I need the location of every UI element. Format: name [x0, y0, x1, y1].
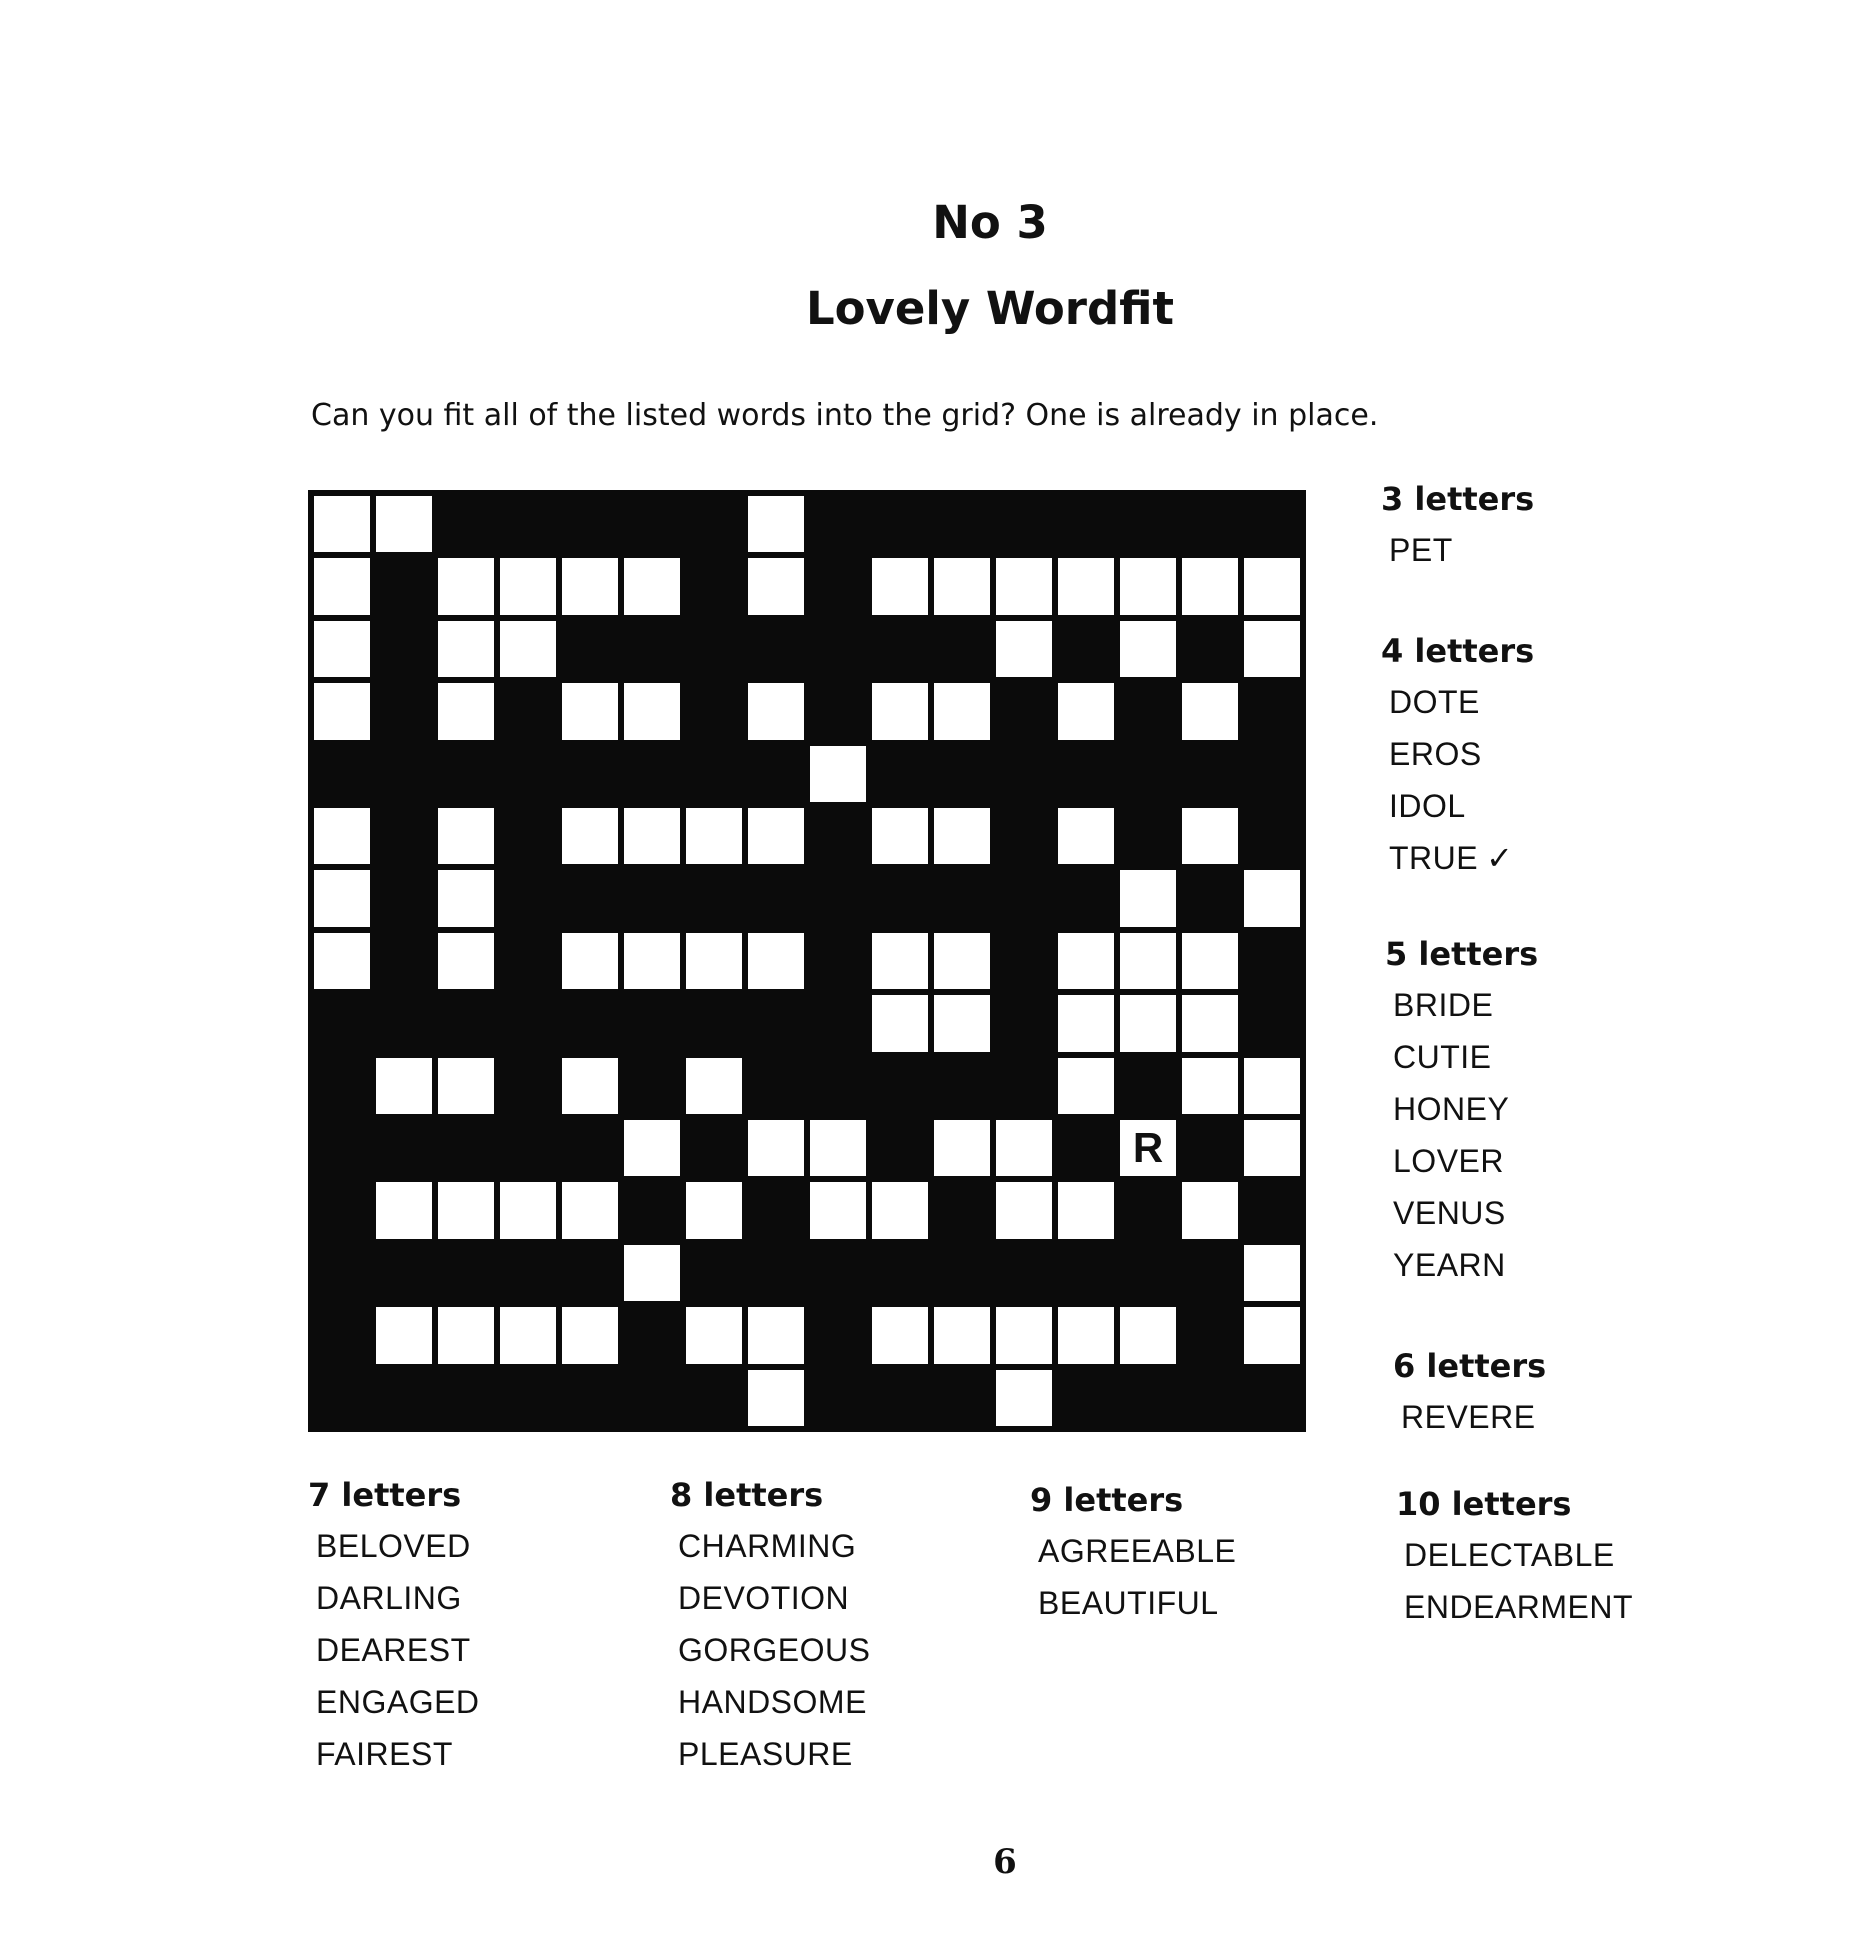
crossword-grid [308, 490, 1306, 1432]
grid-cell[interactable] [497, 618, 559, 680]
grid-cell[interactable] [745, 555, 807, 617]
grid-cell[interactable] [373, 1304, 435, 1366]
grid-cell[interactable] [1055, 1304, 1117, 1366]
grid-cell[interactable] [373, 1179, 435, 1241]
grid-cell[interactable] [1179, 680, 1241, 742]
grid-cell[interactable] [683, 930, 745, 992]
grid-cell[interactable] [931, 930, 993, 992]
word-text: VENUS [1393, 1195, 1506, 1231]
grid-cell[interactable] [869, 555, 931, 617]
grid-cell[interactable] [869, 930, 931, 992]
grid-cell[interactable] [311, 493, 373, 555]
grid-cell[interactable] [931, 555, 993, 617]
grid-cell[interactable] [1179, 930, 1241, 992]
grid-cell[interactable] [1055, 930, 1117, 992]
word-text: ENDEARMENT [1404, 1589, 1634, 1625]
word-list-item [1385, 1193, 1538, 1245]
grid-cell[interactable] [311, 555, 373, 617]
word-text: FAIREST [316, 1736, 453, 1772]
grid-cell[interactable] [993, 618, 1055, 680]
word-group-heading: 6 letters [1393, 1347, 1547, 1385]
word-text: DARLING [316, 1580, 462, 1616]
grid-cell[interactable] [1055, 992, 1117, 1054]
word-group [1396, 1485, 1633, 1639]
word-list-item [308, 1682, 480, 1734]
word-text: AGREEABLE [1038, 1533, 1237, 1569]
word-group-heading: 9 letters [1030, 1481, 1184, 1519]
word-group [1381, 480, 1534, 582]
grid-cell[interactable] [745, 493, 807, 555]
word-group-heading: 7 letters [308, 1476, 462, 1514]
grid-cell[interactable] [559, 930, 621, 992]
word-list-item [1381, 530, 1534, 582]
grid-cell[interactable] [1241, 1055, 1303, 1117]
grid-cell[interactable] [745, 1117, 807, 1179]
word-text: EROS [1389, 736, 1482, 772]
word-list-item [308, 1630, 480, 1682]
word-list-item [1385, 1245, 1538, 1297]
grid-cell[interactable] [621, 1242, 683, 1304]
grid-cell[interactable] [1055, 1055, 1117, 1117]
grid-cell[interactable] [869, 1179, 931, 1241]
grid-cell[interactable] [683, 1304, 745, 1366]
grid-cell[interactable] [621, 680, 683, 742]
grid-cell[interactable] [1179, 1179, 1241, 1241]
word-group-heading: 8 letters [670, 1476, 824, 1514]
word-group-heading: 5 letters [1385, 935, 1539, 973]
grid-cell[interactable] [1241, 618, 1303, 680]
grid-cell[interactable] [869, 1304, 931, 1366]
grid-cell[interactable] [1179, 555, 1241, 617]
grid-cell[interactable] [559, 805, 621, 867]
grid-cell[interactable] [931, 1117, 993, 1179]
word-list-item [670, 1682, 870, 1734]
grid-cell[interactable] [559, 1304, 621, 1366]
grid-cell[interactable] [621, 1117, 683, 1179]
grid-cell[interactable] [931, 992, 993, 1054]
word-list-item [670, 1734, 870, 1786]
grid-cell[interactable] [807, 1117, 869, 1179]
puzzle-title: Lovely Wordfit [805, 282, 1175, 335]
grid-cell[interactable] [559, 555, 621, 617]
grid-cell[interactable] [435, 555, 497, 617]
grid-cell[interactable] [931, 680, 993, 742]
grid-cell[interactable] [435, 618, 497, 680]
word-group-heading: 4 letters [1381, 632, 1535, 670]
grid-cell[interactable] [435, 867, 497, 929]
word-list-item [670, 1630, 870, 1682]
word-group [1030, 1481, 1236, 1635]
word-list-item [1381, 786, 1534, 838]
grid-cell[interactable] [621, 805, 683, 867]
grid-cell[interactable] [807, 743, 869, 805]
word-text: YEARN [1393, 1247, 1506, 1283]
grid-cell[interactable] [1055, 805, 1117, 867]
grid-cell[interactable] [559, 1179, 621, 1241]
word-text: ENGAGED [316, 1684, 480, 1720]
grid-cell[interactable] [993, 555, 1055, 617]
word-list-item [1381, 838, 1534, 890]
word-text: DEAREST [316, 1632, 471, 1668]
grid-cell[interactable] [311, 867, 373, 929]
checkmark-icon: ✓ [1486, 840, 1514, 876]
grid-cell[interactable] [1117, 992, 1179, 1054]
grid-cell[interactable] [1179, 805, 1241, 867]
grid-cell[interactable] [621, 930, 683, 992]
grid-cell[interactable] [435, 1179, 497, 1241]
grid-cell[interactable] [1179, 992, 1241, 1054]
grid-cell[interactable] [745, 805, 807, 867]
grid-cell[interactable] [1241, 867, 1303, 929]
grid-cell[interactable] [745, 1367, 807, 1429]
grid-cell[interactable] [745, 930, 807, 992]
grid-cell[interactable] [1055, 555, 1117, 617]
grid-cell[interactable] [1117, 867, 1179, 929]
grid-cell[interactable] [559, 680, 621, 742]
word-group [1393, 1347, 1546, 1449]
word-group-heading: 10 letters [1396, 1485, 1572, 1523]
grid-cell[interactable] [497, 555, 559, 617]
word-group [1385, 935, 1538, 1297]
grid-cell[interactable] [745, 1304, 807, 1366]
word-list-item [670, 1578, 870, 1630]
word-list-item [1385, 1141, 1538, 1193]
grid-cell[interactable] [993, 1117, 1055, 1179]
grid-cell[interactable] [1241, 1117, 1303, 1179]
word-text: DOTE [1389, 684, 1480, 720]
word-text: IDOL [1389, 788, 1466, 824]
word-text: BELOVED [316, 1528, 471, 1564]
grid-cell[interactable] [1117, 930, 1179, 992]
grid-cell[interactable] [1241, 555, 1303, 617]
grid-cell[interactable] [435, 930, 497, 992]
word-group-heading: 3 letters [1381, 480, 1535, 518]
grid-cell[interactable] [1117, 555, 1179, 617]
word-list-item [670, 1526, 870, 1578]
grid-cell[interactable] [683, 1055, 745, 1117]
word-text: CUTIE [1393, 1039, 1492, 1075]
grid-cell[interactable] [745, 680, 807, 742]
word-list-item [1385, 1037, 1538, 1089]
grid-cell[interactable] [869, 805, 931, 867]
grid-cell[interactable] [497, 1304, 559, 1366]
grid-cell[interactable] [559, 1055, 621, 1117]
grid-cell[interactable] [1055, 680, 1117, 742]
word-text: HONEY [1393, 1091, 1510, 1127]
grid-cell[interactable] [683, 1179, 745, 1241]
grid-cell[interactable] [311, 680, 373, 742]
word-list-item [308, 1578, 480, 1630]
word-text: REVERE [1401, 1399, 1536, 1435]
grid-cell[interactable] [311, 618, 373, 680]
grid-cell[interactable] [807, 1179, 869, 1241]
word-text: DEVOTION [678, 1580, 850, 1616]
grid-cell[interactable] [1117, 1304, 1179, 1366]
word-text: GORGEOUS [678, 1632, 871, 1668]
word-list-item [1381, 682, 1534, 734]
grid-cell[interactable] [435, 805, 497, 867]
grid-cell[interactable] [435, 1304, 497, 1366]
word-list-item [1396, 1535, 1633, 1587]
grid-cell[interactable] [993, 1304, 1055, 1366]
word-text: BEAUTIFUL [1038, 1585, 1219, 1621]
grid-cell[interactable] [497, 1179, 559, 1241]
grid-cell[interactable] [1179, 1055, 1241, 1117]
grid-cell[interactable] [373, 493, 435, 555]
grid-cell[interactable] [311, 805, 373, 867]
grid-cell[interactable] [869, 680, 931, 742]
grid-cell[interactable] [993, 1367, 1055, 1429]
grid-cell[interactable] [1241, 1242, 1303, 1304]
grid-cell[interactable] [993, 1179, 1055, 1241]
word-text: DELECTABLE [1404, 1537, 1615, 1573]
word-group [308, 1476, 480, 1786]
grid-cell[interactable] [869, 992, 931, 1054]
word-text: LOVER [1393, 1143, 1504, 1179]
word-list-item [1393, 1397, 1546, 1449]
word-text: BRIDE [1393, 987, 1494, 1023]
grid-cell[interactable] [621, 555, 683, 617]
grid-cell[interactable] [435, 1055, 497, 1117]
grid-cell[interactable] [931, 1304, 993, 1366]
word-text: PLEASURE [678, 1736, 853, 1772]
word-group [1381, 632, 1534, 890]
word-list-item [1030, 1531, 1236, 1583]
word-text: CHARMING [678, 1528, 857, 1564]
grid-cell[interactable] [931, 805, 993, 867]
word-list-item [1385, 985, 1538, 1037]
grid-cell[interactable] [311, 930, 373, 992]
instructions: Can you fit all of the listed words into the grid? One is already in place. [311, 398, 1379, 433]
given-letter: R [1132, 1124, 1164, 1172]
word-text: PET [1389, 532, 1453, 568]
given-letter-cell[interactable] [1117, 1117, 1179, 1179]
puzzle-number: No 3 [932, 196, 1048, 249]
word-list-item [1396, 1587, 1633, 1639]
grid-cell[interactable] [1117, 618, 1179, 680]
grid-cell[interactable] [1055, 1179, 1117, 1241]
word-list-item [308, 1526, 480, 1578]
word-group [670, 1476, 870, 1786]
grid-cell[interactable] [373, 1055, 435, 1117]
word-list-item [308, 1734, 480, 1786]
grid-cell[interactable] [683, 805, 745, 867]
word-list-item [1030, 1583, 1236, 1635]
word-text: HANDSOME [678, 1684, 867, 1720]
word-list-item [1381, 734, 1534, 786]
grid-cell[interactable] [435, 680, 497, 742]
page-number: 6 [993, 1842, 1017, 1882]
word-list-item [1385, 1089, 1538, 1141]
grid-cell[interactable] [1241, 1304, 1303, 1366]
word-text: TRUE [1389, 840, 1479, 876]
